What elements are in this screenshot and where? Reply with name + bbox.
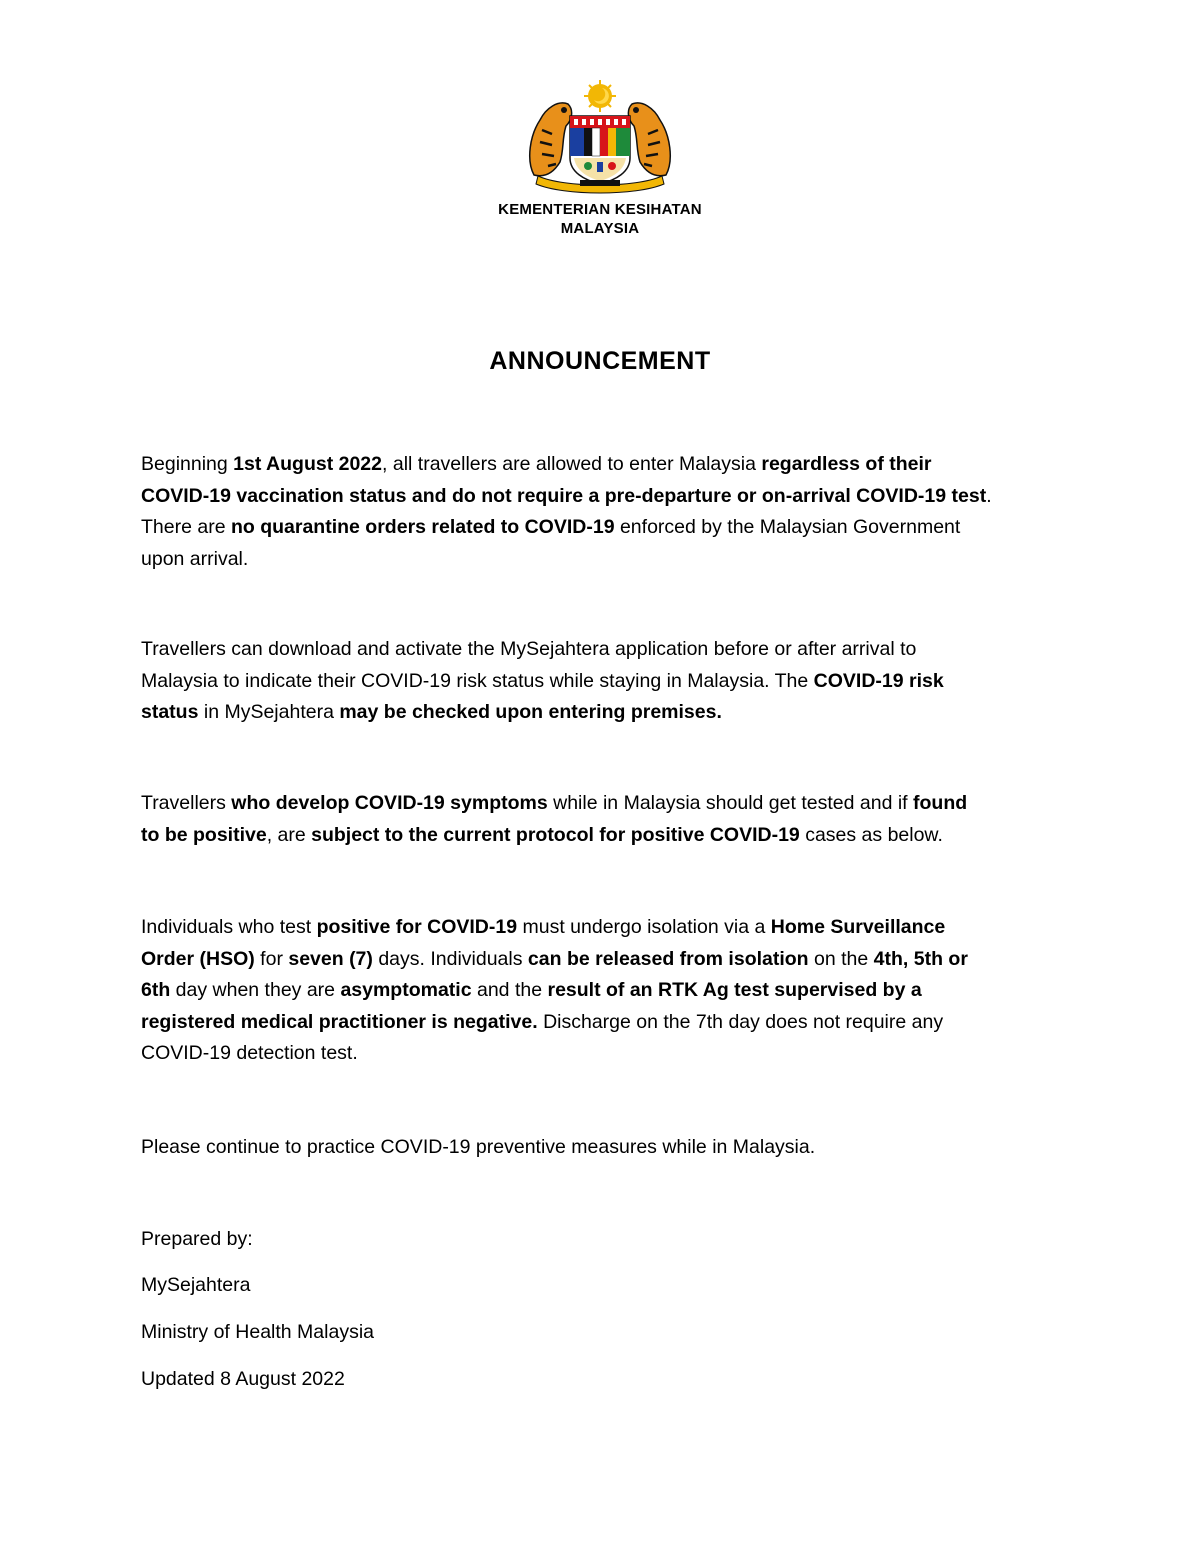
org-name-line2: MALAYSIA bbox=[560, 220, 640, 237]
bold-text-run: found bbox=[913, 792, 968, 814]
text-run: There are bbox=[141, 516, 231, 538]
text-run: Individuals who test bbox=[141, 916, 317, 938]
bold-text-run: can be released from isolation bbox=[527, 947, 809, 970]
text-run: , are bbox=[266, 823, 312, 846]
paragraph-line bbox=[141, 512, 1059, 544]
right-tiger-icon bbox=[628, 103, 670, 176]
paragraph-line bbox=[141, 788, 1059, 820]
bold-text-run: positive for COVID-19 bbox=[316, 916, 518, 938]
paragraph-line bbox=[141, 944, 1059, 976]
paragraph-line bbox=[141, 912, 1059, 944]
left-tiger-icon bbox=[530, 103, 572, 176]
text-run: COVID-19 detection test. bbox=[141, 1042, 358, 1064]
bold-text-run: COVID-19 vaccination status and do not require a pre-departure or on-arrival COVID-19 test bbox=[141, 484, 987, 507]
prepared-by-label: Prepared by: bbox=[141, 1228, 253, 1250]
text-run: Travellers bbox=[141, 792, 232, 814]
malaysia-coat-of-arms-icon bbox=[524, 80, 676, 198]
bold-text-run: who develop COVID-19 symptoms bbox=[231, 792, 548, 814]
text-run: cases as below. bbox=[799, 823, 943, 846]
paragraph-line bbox=[141, 1132, 1059, 1164]
paragraph-line bbox=[141, 481, 1059, 513]
text-run: Travellers can download and activate the MySejahtera application before or after arrival to bbox=[141, 638, 917, 660]
text-run: enforced by the Malaysian Government bbox=[614, 516, 961, 538]
bold-text-run: result of an RTK Ag test supervised by a bbox=[547, 979, 922, 1001]
signature-name: MySejahtera bbox=[141, 1274, 251, 1296]
paragraph-line bbox=[141, 634, 1059, 666]
paragraph-entry-rules bbox=[141, 449, 1059, 575]
signature-ministry: Ministry of Health Malaysia bbox=[141, 1321, 374, 1343]
text-run: in MySejahtera bbox=[198, 701, 340, 723]
paragraph-line bbox=[141, 820, 1059, 852]
bold-text-run: subject to the current protocol for positive COVID-19 bbox=[311, 823, 800, 846]
bold-text-run: registered medical practitioner is negative. bbox=[141, 1010, 538, 1033]
bold-text-run: 1st August 2022 bbox=[233, 453, 383, 475]
text-run: Malaysia to indicate their COVID-19 risk status while staying in Malaysia. The bbox=[141, 669, 814, 692]
text-run: days. Individuals bbox=[372, 947, 528, 970]
text-run: , all travellers are allowed to enter Malaysia bbox=[382, 453, 762, 475]
bold-text-run: asymptomatic bbox=[340, 979, 472, 1001]
paragraph-preventive-measures bbox=[141, 1132, 1059, 1164]
text-run: Please continue to practice COVID-19 preventive measures while in Malaysia. bbox=[141, 1136, 816, 1158]
paragraph-isolation bbox=[141, 912, 1059, 1070]
paragraph-line bbox=[141, 666, 1059, 698]
paragraph-line bbox=[141, 697, 1059, 729]
bold-text-run: may be checked upon entering premises. bbox=[339, 701, 722, 723]
paragraph-mysejahtera bbox=[141, 634, 1059, 729]
org-name-line1: KEMENTERIAN KESIHATAN bbox=[498, 201, 702, 218]
paragraph-line bbox=[141, 544, 1059, 576]
bold-text-run: status bbox=[141, 701, 199, 723]
bold-text-run: no quarantine orders related to COVID-19 bbox=[230, 516, 615, 538]
text-run: must undergo isolation via a bbox=[517, 916, 771, 938]
bold-text-run: Home Surveillance bbox=[770, 916, 946, 938]
announcement-title: ANNOUNCEMENT bbox=[489, 347, 711, 375]
text-run: for bbox=[254, 947, 289, 970]
federal-star-icon bbox=[584, 80, 616, 112]
text-run: day when they are bbox=[170, 979, 341, 1001]
bold-text-run: seven (7) bbox=[288, 947, 373, 970]
text-run: upon arrival. bbox=[141, 547, 249, 570]
paragraph-symptoms bbox=[141, 788, 1059, 851]
signature-updated-date: Updated 8 August 2022 bbox=[141, 1368, 345, 1390]
bold-text-run: 6th bbox=[141, 979, 171, 1001]
bold-text-run: Order (HSO) bbox=[141, 947, 255, 970]
bold-text-run: to be positive bbox=[141, 823, 267, 846]
text-run: while in Malaysia should get tested and if bbox=[547, 792, 913, 814]
paragraph-line bbox=[141, 449, 1059, 481]
bold-text-run: COVID-19 risk bbox=[813, 669, 944, 692]
text-run: and the bbox=[471, 979, 548, 1001]
shield-icon bbox=[570, 116, 630, 184]
paragraph-line bbox=[141, 1007, 1059, 1039]
text-run: on the bbox=[808, 947, 874, 970]
bold-text-run: regardless of their bbox=[761, 453, 932, 475]
paragraph-line bbox=[141, 1038, 1059, 1070]
text-run: . bbox=[986, 484, 992, 507]
paragraph-line bbox=[141, 975, 1059, 1007]
text-run: Discharge on the 7th day does not require any bbox=[537, 1010, 944, 1033]
bold-text-run: 4th, 5th or bbox=[873, 947, 968, 970]
text-run: Beginning bbox=[141, 453, 234, 475]
